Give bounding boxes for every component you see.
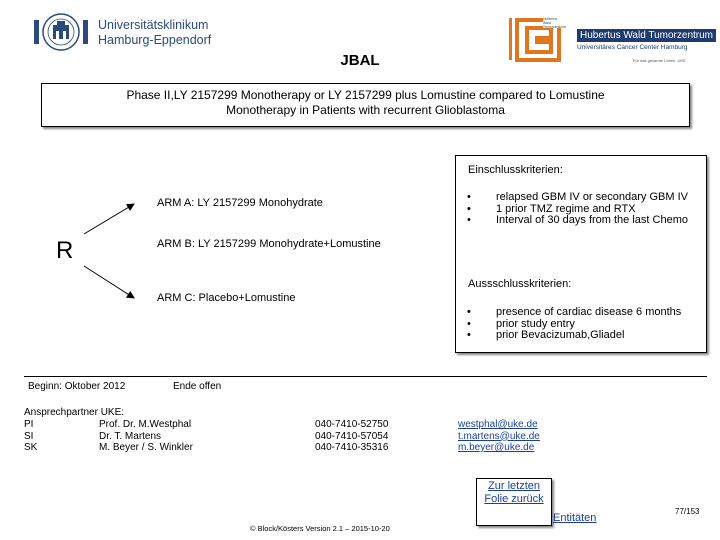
uke-seal-icon [34, 12, 88, 52]
contact-name: Dr. T. Martens [99, 430, 162, 442]
exclusion-item: • prior Bevacizumab,Gliadel [466, 330, 702, 342]
contact-phone: 040-7410-52750 [315, 419, 389, 430]
contact-name: Prof. Dr. M.Westphal [99, 419, 192, 430]
contact-role: PI [24, 419, 34, 430]
contact-phones [315, 419, 388, 454]
study-title-line2: Monotherapy in Patients with recurrent Glioblastoma [226, 103, 505, 117]
study-acronym: JBAL [340, 52, 380, 69]
copyright-note: © Block/Kösters Version 2.1 – 2015-10-20 [250, 524, 390, 533]
contact-roles [24, 419, 37, 454]
contact-role: SK [24, 442, 38, 453]
criteria-box [455, 155, 707, 353]
inclusion-list [466, 192, 702, 227]
uke-logo-line1: Universitätsklinikum [98, 18, 209, 32]
randomization-label: R [56, 237, 74, 264]
contact-email-link[interactable]: westphal@uke.de [458, 419, 538, 430]
randomization-arrows [80, 190, 150, 310]
hw-logo-tagline: Für das gesamte Leben. UKE [633, 58, 686, 63]
arrow-to-arm-c [84, 266, 134, 298]
inclusion-item: • Interval of 30 days from the last Chemo [466, 215, 702, 227]
exclusion-list [466, 307, 702, 342]
exclusion-heading: Aussschlusskriterien: [468, 278, 572, 290]
back-button[interactable] [476, 478, 552, 526]
study-title-line1: Phase II,LY 2157299 Monotherapy or LY 2157299 plus Lomustine compared to Lomustine [126, 88, 605, 102]
contact-email-link[interactable]: m.beyer@uke.de [458, 442, 535, 453]
inclusion-item: • relapsed GBM IV or secondary GBM IV [466, 192, 702, 204]
entities-link[interactable]: Entitäten [553, 512, 597, 524]
exclusion-item: • prior study entry [466, 319, 702, 331]
contacts-heading: Ansprechpartner UKE: [24, 407, 125, 418]
page-number: 77/153 [675, 507, 700, 516]
contact-names [99, 419, 193, 454]
contact-emails [458, 419, 540, 454]
arm-b-label: ARM B: LY 2157299 Monohydrate+Lomustine [157, 238, 381, 250]
contact-phone: 040-7410-57054 [315, 430, 389, 442]
contact-email-link[interactable]: t.martens@uke.de [458, 430, 540, 442]
arrow-to-arm-a [84, 204, 134, 234]
uke-logo [34, 12, 212, 52]
uke-logo-line2: Hamburg-Eppendorf [98, 33, 212, 47]
contact-phone: 040-7410-35316 [315, 442, 389, 453]
hw-logo-line1: Hubertus Wald Tumorzentrum [577, 29, 716, 42]
inclusion-heading: Einschlusskriterien: [468, 164, 563, 176]
inclusion-item: • 1 prior TMZ regime and RTX [466, 204, 702, 216]
study-title-box [41, 83, 690, 127]
start-date: Beginn: Oktober 2012 [28, 381, 126, 392]
back-button-line2[interactable]: Folie zurück [484, 493, 544, 505]
contact-role: SI [24, 430, 34, 442]
divider [24, 376, 707, 377]
hw-logo-line2: Universitäres Cancer Center Hamburg [577, 44, 688, 51]
end-date: Ende offen [173, 381, 222, 392]
exclusion-item: • presence of cardiac disease 6 months [466, 307, 702, 319]
hw-mark-text: Hubertus Wald Tumorzentrum [543, 17, 566, 29]
arm-c-label: ARM C: Placebo+Lomustine [157, 292, 296, 304]
contact-name: M. Beyer / S. Winkler [99, 442, 193, 453]
back-button-line1[interactable]: Zur letzten [488, 480, 540, 492]
arm-a-label: ARM A: LY 2157299 Monohydrate [157, 197, 323, 209]
